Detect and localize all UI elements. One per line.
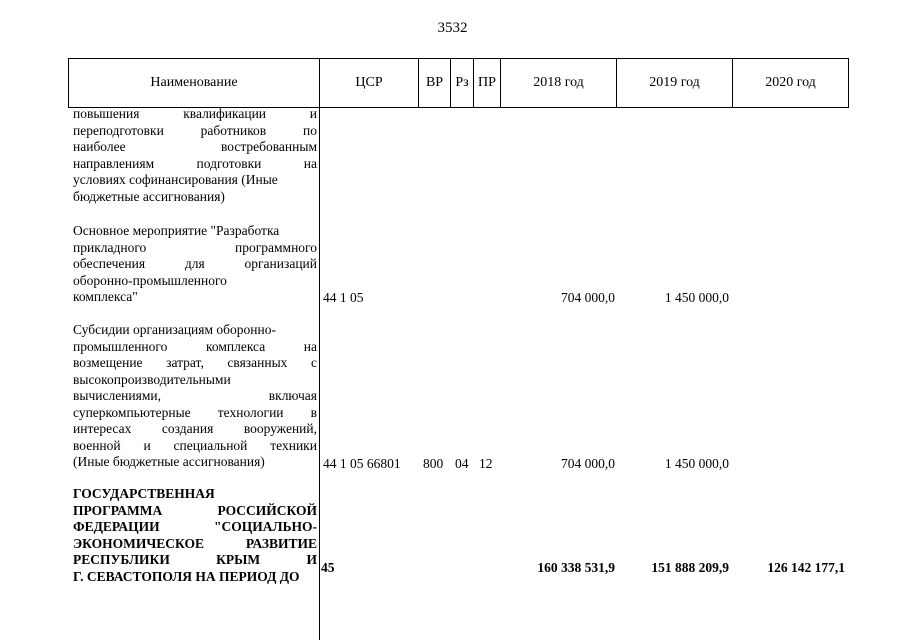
name-word: возмещение — [73, 355, 143, 370]
row-name — [73, 322, 317, 471]
name-word: включая — [268, 388, 317, 403]
name-line — [73, 486, 317, 503]
row-name — [73, 223, 317, 306]
name-word: на — [303, 338, 317, 354]
name-line — [73, 536, 317, 553]
name-word: обеспечения — [73, 256, 146, 271]
name-word: интересах — [73, 421, 132, 436]
row-csr: 44 1 05 66801 — [323, 456, 401, 471]
name-word: комплекса — [205, 338, 266, 354]
header-2018: 2018 год — [500, 58, 617, 108]
name-line — [73, 256, 317, 273]
name-word: ЭКОНОМИЧЕСКОЕ — [73, 535, 204, 551]
name-line — [73, 339, 317, 356]
header-csr: ЦСР — [319, 58, 419, 108]
name-word: РЕСПУБЛИКИ — [73, 552, 170, 567]
row-vr: 800 — [423, 456, 444, 471]
name-word: технологии — [217, 404, 284, 420]
header-pr: ПР — [473, 58, 501, 108]
name-word: наиболее — [73, 139, 126, 154]
name-word: и — [143, 437, 151, 453]
header-name: Наименование — [68, 58, 320, 108]
name-line — [73, 372, 317, 389]
name-word: ГОСУДАРСТВЕННАЯ — [73, 486, 215, 501]
name-line — [73, 388, 317, 405]
name-line — [73, 289, 317, 306]
row-2018: 704 000,0 — [561, 456, 615, 471]
name-line — [73, 438, 317, 455]
name-word: связанных — [227, 355, 288, 370]
row-2019: 151 888 209,9 — [651, 560, 729, 575]
name-word: Основное мероприятие "Разработка — [73, 223, 280, 238]
name-line — [73, 273, 317, 290]
name-line — [73, 552, 317, 569]
name-line — [73, 240, 317, 257]
name-word: и — [309, 106, 317, 121]
header-vr: ВР — [418, 58, 451, 108]
name-word: военной — [73, 437, 121, 453]
name-word: КРЫМ — [216, 552, 261, 567]
row-2018: 704 000,0 — [561, 290, 615, 305]
name-word: специальной — [173, 437, 248, 453]
row-csr: 44 1 05 — [323, 290, 364, 305]
row-2019: 1 450 000,0 — [664, 456, 729, 471]
name-word: промышленного — [73, 338, 168, 354]
name-word: организаций — [244, 256, 317, 271]
name-line — [73, 156, 317, 173]
row-rz: 04 — [455, 456, 469, 471]
name-word: вычислениями, — [73, 388, 161, 403]
name-word: ПРОГРАММА — [73, 502, 163, 518]
name-word: для — [184, 256, 205, 271]
name-line — [73, 172, 317, 189]
name-word: Г. СЕВАСТОПОЛЯ НА ПЕРИОД ДО — [73, 568, 300, 584]
name-word: суперкомпьютерные — [73, 404, 191, 420]
name-word: в — [310, 404, 317, 420]
name-word: Субсидии организациям оборонно- — [73, 322, 276, 337]
name-line — [73, 189, 317, 206]
name-word: создания — [161, 421, 214, 436]
name-line — [73, 569, 317, 586]
name-word: по — [303, 122, 317, 138]
column-divider — [319, 108, 320, 640]
row-2018: 160 338 531,9 — [537, 560, 615, 575]
name-word: с — [310, 355, 317, 370]
name-word: условиях софинансирования (Иные — [73, 172, 278, 187]
name-line — [73, 503, 317, 520]
name-word: на — [303, 155, 317, 171]
name-word: переподготовки — [73, 122, 164, 138]
row-pr: 12 — [479, 456, 493, 471]
name-word: программного — [234, 239, 317, 255]
name-word: РАЗВИТИЕ — [245, 535, 317, 551]
header-rz: Рз — [450, 58, 474, 108]
name-line — [73, 322, 317, 339]
row-2020: 126 142 177,1 — [767, 560, 845, 575]
row-name — [73, 486, 317, 585]
name-line — [73, 519, 317, 536]
name-line — [73, 454, 317, 471]
name-word: затрат, — [166, 355, 204, 370]
row-2019: 1 450 000,0 — [664, 290, 729, 305]
name-line — [73, 355, 317, 372]
name-word: вооружений, — [243, 421, 317, 436]
row-name — [73, 106, 317, 205]
name-word: подготовки — [196, 155, 262, 171]
header-2019: 2019 год — [616, 58, 733, 108]
name-line — [73, 223, 317, 240]
name-line — [73, 139, 317, 156]
name-word: техники — [270, 437, 317, 453]
name-word: повышения — [73, 106, 140, 121]
name-line — [73, 123, 317, 140]
row-csr: 45 — [321, 560, 335, 575]
name-word: оборонно-промышленного — [73, 272, 227, 288]
name-line — [73, 405, 317, 422]
name-word: (Иные бюджетные ассигнования) — [73, 454, 265, 469]
name-word: ФЕДЕРАЦИИ — [73, 519, 160, 534]
name-word: комплекса" — [73, 289, 138, 304]
page-number: 3532 — [437, 20, 468, 36]
name-word: прикладного — [73, 239, 147, 255]
name-word: востребованным — [220, 139, 317, 154]
name-word: РОССИЙСКОЙ — [217, 502, 317, 518]
name-word: высокопроизводительными — [73, 371, 231, 387]
header-2020: 2020 год — [732, 58, 849, 108]
name-line — [73, 106, 317, 123]
name-word: И — [306, 552, 317, 567]
name-word: квалификации — [183, 106, 267, 121]
name-word: бюджетные ассигнования) — [73, 188, 225, 204]
name-word: направлениям — [73, 155, 155, 171]
name-line — [73, 421, 317, 438]
name-word: "СОЦИАЛЬНО- — [214, 519, 317, 534]
name-word: работников — [200, 122, 267, 138]
